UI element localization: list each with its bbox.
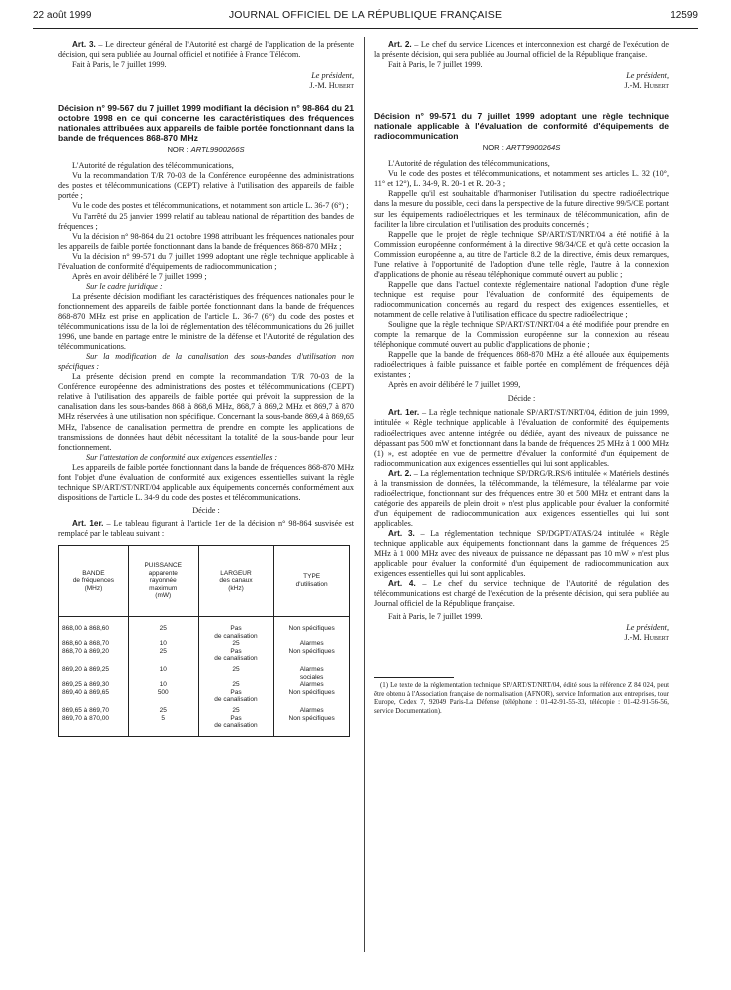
preamble-rappelle-2: Rappelle que le projet de règle technique SP/ART/ST/NRT/04 a été notifié à la Commission européenne conformément à la directive 98/34/CE et qu'à cette occasion la Commission européenne a, au titre de l'article 8.2 de la directive, émis deux remarques, l'une relative à l'opportunité de l'adoption d'une telle règle, l'autre à la connexion d'applications de phonie au réseau téléphonique commuté ouvert au public ; [374,229,669,279]
signature-name: J.-M. Hubert [309,81,354,91]
table-cell-power: 25 [128,617,198,641]
table-cell-width: 25 [198,681,274,689]
signature-block [374,71,669,91]
nor-label: NOR : [482,143,506,153]
column-separator [364,37,365,952]
table-cell-type: Non spécifiques [274,715,350,737]
article-2-text: – La réglementation technique SP/DRG/R.RS/6 intitulée « Matériels destinés à la transmission de données, la télécommande, la télémesure, la téléalarme par voie radioélectrique, fonctionnant sur des fréquences entre 30 et 500 MHz et entrant dans la catégorie des appareils de plein droit » n'est plus applicable pour évaluer la conformité d'un équipement de radiocommunication aux exigences essentielles qui lui sont applicables. [374,468,669,528]
table-cell-type: Alarmes [274,704,350,715]
table-cell-width: Pas de canalisation [198,617,274,641]
preamble-vu-2: Vu le code des postes et télécommunications, et notamment son article L. 36-7 (6°) ; [72,201,349,211]
signature-name: J.-M. Hubert [624,633,669,643]
preamble-souligne: Souligne que la règle technique SP/ART/ST/NRT/04 a été modifiée pour prendre en compte la remarque de la Commission européenne sur la connexion au réseau téléphonique commuté ouvert au public d'applications de phonie ; [374,320,669,350]
right-column [374,40,669,716]
preamble-rappelle-1: Rappelle qu'il est souhaitable d'harmoniser l'utilisation du spectre radioélectrique dans la mesure du possible, ceci dans la perspective de la future directive 99/5/CE portant sur les équipements radioélectriques et les terminaux de télécommunication, afin de faciliter la libre circulation et l'utilisation des produits concernés ; [374,189,669,229]
nor-label: NOR : [167,145,191,155]
table-cell-width: 25 [198,640,274,648]
table-row [59,648,350,663]
table-cell-width: Pas de canalisation [198,648,274,663]
table-row [59,617,350,641]
done-at-paris: Fait à Paris, le 7 juillet 1999. [388,612,483,622]
decide-heading: Décide : [192,505,220,515]
nor-reference [58,145,354,155]
table-cell-band: 869,40 à 869,65 [59,689,129,704]
table-cell-type: Alarmes [274,681,350,689]
preamble-rappelle-3: Rappelle que dans l'actuel contexte réglementaire national l'adoption d'une règle technique est requise pour l'évaluation de conformité des équipements de radiocommunication concernés au regard du respect des exigences essentielles, et notamment de celle relative à l'utilisation efficace du spectre radioélectrique ; [374,279,669,319]
table-cell-width: Pas de canalisation [198,715,274,737]
decide-heading: Décide : [507,394,536,404]
table-row [59,640,350,648]
preamble-vu-1: Vu la recommandation T/R 70-03 de la Conférence européenne des administrations des postes et télécommunications (CEPT) relative à l'utilisation des appareils de faible portée ; [58,171,354,201]
left-column [58,40,354,737]
table-cell-width: Pas de canalisation [198,689,274,704]
article-4-paragraph [374,579,669,609]
preamble-authority: L'Autorité de régulation des télécommunications, [388,159,550,169]
article-1-paragraph [58,519,354,539]
signature-role: Le président, [626,623,669,633]
table-cell-power: 10 [128,681,198,689]
subheading-legal-framework: Sur le cadre juridique : [86,281,163,291]
table-row [59,689,350,704]
table-cell-type: Non spécifiques [274,689,350,704]
signature-role: Le président, [626,71,669,81]
done-at-paris: Fait à Paris, le 7 juillet 1999. [72,60,167,70]
table-cell-power: 500 [128,689,198,704]
article-3-lead: Art. 3. [388,528,415,538]
signature-block [374,623,669,643]
nor-code: ARTT9900264S [505,143,561,153]
nor-code: ARTL9900266S [190,145,245,155]
decision-99-571-title: Décision n° 99-571 du 7 juillet 1999 adoptant une règle technique nationale applicable à l'évaluation de conformité d'équipements de radiocommunication [374,111,669,142]
table-cell-type: Alarmes sociales [274,663,350,681]
table-header-row [59,546,350,617]
header-journal-title: JOURNAL OFFICIEL DE LA RÉPUBLIQUE FRANÇAISE [228,9,503,21]
table-cell-power: 25 [128,648,198,663]
article-4-text: – Le chef du service technique de l'Autorité de régulation des télécommunications est chargé de l'exécution de la présente décision, qui sera publiée au Journal officiel de la République française. [374,579,669,609]
footnote: (1) Le texte de la réglementation technique SP/ART/ST/NRT/04, édité sous la référence Z 84 024, peut être obtenu à l'Association française de normalisation (AFNOR), service Information aux entreprises, tour Europe, Cedex 7, 92049 Paris-La Défense (téléphone : 01-42-91-55-33, télécopie : 01-42-91-56-56, service Documentation). [374,682,669,715]
article-3-paragraph [374,529,669,579]
preamble-vu-5: Vu la décision n° 99-571 du 7 juillet 1999 adoptant une règle technique applicable à l'évaluation de conformité d'équipements de radiocommunication ; [58,251,354,271]
table-cell-power: 25 [128,704,198,715]
table-cell-band: 869,65 à 869,70 [59,704,129,715]
table-cell-width: 25 [198,704,274,715]
article-2-lead: Art. 2. [388,468,412,478]
article-2-lead: Art. 2. [388,40,412,49]
header-rule [33,28,698,29]
column-header-power: PUISSANCE apparente rayonnée maximum (mW) [128,546,198,617]
page-header [33,8,698,26]
done-at-paris: Fait à Paris, le 7 juillet 1999. [388,60,483,70]
table-cell-width: 25 [198,663,274,681]
table-row [59,681,350,689]
article-1-text: – Le tableau figurant à l'article 1er de la décision n° 98-864 susvisée est remplacé par le tableau suivant : [58,518,354,538]
article-3-lead: Art. 3. [72,40,96,49]
article-3-text: – Le directeur général de l'Autorité est chargé de l'application de la présente décision, qui sera publiée au Journal officiel et notifiée à France Télécom. [58,40,354,60]
preamble-vu: Vu le code des postes et télécommunications, et notamment ses articles L. 32 (10°, 11° et 12°), L. 34-9, R. 20-1 et R. 20-3 ; [374,169,669,189]
table-cell-band: 869,70 à 870,00 [59,715,129,737]
article-2-text: – Le chef du service Licences et interconnexion est chargé de l'exécution de la présente décision, qui sera publiée au Journal officiel de la République française. [374,40,669,60]
article-4-lead: Art. 4. [388,579,416,589]
header-date: 22 août 1999 [33,10,92,21]
table-cell-band: 868,60 à 868,70 [59,640,129,648]
nor-reference [374,143,669,153]
article-1-text: – La règle technique nationale SP/ART/ST/NRT/04, édition de juin 1999, intitulée « Règle technique applicable à l'évaluation de conformité des équipements radioélectriques avec antenne intégrée ou dédiée, ayant des niveaux de puissance ne dépassant pas 500 mW et fonctionnant dans la bande de fréquences 25 MHz à 1 000 MHz (1) », est adoptée en vue de permettre d'évaluer la conformité d'un équipement de radiocommunication aux exigences essentielles qui lui sont applicables. [374,408,670,468]
article-2-paragraph [374,40,669,60]
table-cell-type: Alarmes [274,640,350,648]
table-cell-power: 5 [128,715,198,737]
preamble-authority: L'Autorité de régulation des télécommunications, [72,161,234,171]
signature-role: Le président, [311,71,354,81]
table-cell-band: 869,20 à 869,25 [59,663,129,681]
footnote-rule [374,677,454,678]
preamble-deliberation: Après en avoir délibéré le 7 juillet 1999, [388,380,521,390]
article-1-paragraph [374,408,669,468]
frequency-table [58,545,350,737]
table-cell-type: Non spécifiques [274,617,350,641]
preamble-vu-4: Vu la décision n° 98-864 du 21 octobre 1998 attribuant les fréquences nationales pour les appareils de faible portée fonctionnant dans la bande de fréquences 868-870 MHz ; [58,231,354,251]
table-row [59,704,350,715]
article-3-text: – La réglementation technique SP/DGPT/ATAS/24 intitulée « Règle technique applicable aux équipements fonctionnant dans la gamme de fréquences 25 MHz à 1 000 MHz avec des niveaux de puissance ne dépassant pas 10 mW » n'est plus applicable pour évaluer la conformité d'un équipement de radiocommunication aux exigences essentielles qui lui sont applicables. [374,528,669,579]
article-1-lead: Art. 1er. [72,518,104,528]
table-cell-band: 868,00 à 868,60 [59,617,129,641]
subheading-channelisation: Sur la modification de la canalisation des sous-bandes d'utilisation non spécifiques : [58,352,354,372]
subheading-conformity: Sur l'attestation de conformité aux exigences essentielles : [86,452,278,462]
table-cell-power: 10 [128,663,198,681]
paragraph-channelisation: La présente décision prend en compte la recommandation T/R 70-03 de la Conférence européenne des administrations des postes et télécommunications (CEPT) relative à l'utilisation des appareils de faible portée qui prévoit la suppression de la canalisation dans les sous-bandes 868 à 868,6 MHz, 868,7 à 869,2 MHz et 869,7 à 870 MHz réservées à une utilisation non spécifique. Concernant la sous-bande 869,4 à 869,65 MHz, l'absence de canalisation permettra de prendre en compte les applications de transmissions de données haut débit nécessitant la totalité de la sous-bande pour leur fonctionnement. [58,372,354,452]
table-row [59,715,350,737]
article-1-lead: Art. 1er. [388,408,420,418]
table-cell-type: Non spécifiques [274,648,350,663]
paragraph-legal-framework: La présente décision modifiant les caractéristiques des fréquences nationales pour le fonctionnement des appareils de faible portée fonctionnant dans la bande de fréquences 868-870 MHz est prise en application de l'article L. 36-7 (6°) du code des postes et télécommunications issu de la loi de réglementation des télécommunications du 26 juillet 1996, une bande en partage entre le ministre de la défense et l'Autorité de régulation des télécommunications. [58,291,354,352]
table-cell-power: 10 [128,640,198,648]
column-header-type: TYPE d'utilisation [274,546,350,617]
signature-block [58,71,354,91]
article-2-paragraph [374,469,669,529]
article-3-paragraph [58,40,354,60]
column-header-band: BANDE de fréquences (MHz) [59,546,129,617]
decision-99-567-title: Décision n° 99-567 du 7 juillet 1999 modifiant la décision n° 98-864 du 21 octobre 1998 en ce qui concerne les caractéristiques des fréquences nationales attribuées aux appareils de faible portée fonctionnant dans la bande de fréquences 868-870 MHz [58,103,354,144]
column-header-width: LARGEUR des canaux (kHz) [198,546,274,617]
preamble-vu-3: Vu l'arrêté du 25 janvier 1999 relatif au tableau national de répartition des bandes de fréquences ; [58,211,354,231]
table-row [59,663,350,681]
paragraph-conformity: Les appareils de faible portée fonctionnant dans la bande de fréquences 868-870 MHz font l'objet d'une évaluation de conformité aux exigences essentielles suivant la règle technique SP/ART/ST/NRT/04 applicable aux équipements concernés conformément aux dispositions de l'article L. 34-9 du code des postes et télécommunications. [58,462,354,502]
preamble-deliberation: Après en avoir délibéré le 7 juillet 1999 ; [72,271,207,281]
header-page-number: 12599 [670,10,698,21]
table-cell-band: 868,70 à 869,20 [59,648,129,663]
table-cell-band: 869,25 à 869,30 [59,681,129,689]
signature-name: J.-M. Hubert [624,81,669,91]
preamble-rappelle-4: Rappelle que la bande de fréquences 868-870 MHz a été allouée aux équipements radioélectriques à faible puissance et faible portée en complément de fréquences déjà existantes ; [374,350,669,380]
